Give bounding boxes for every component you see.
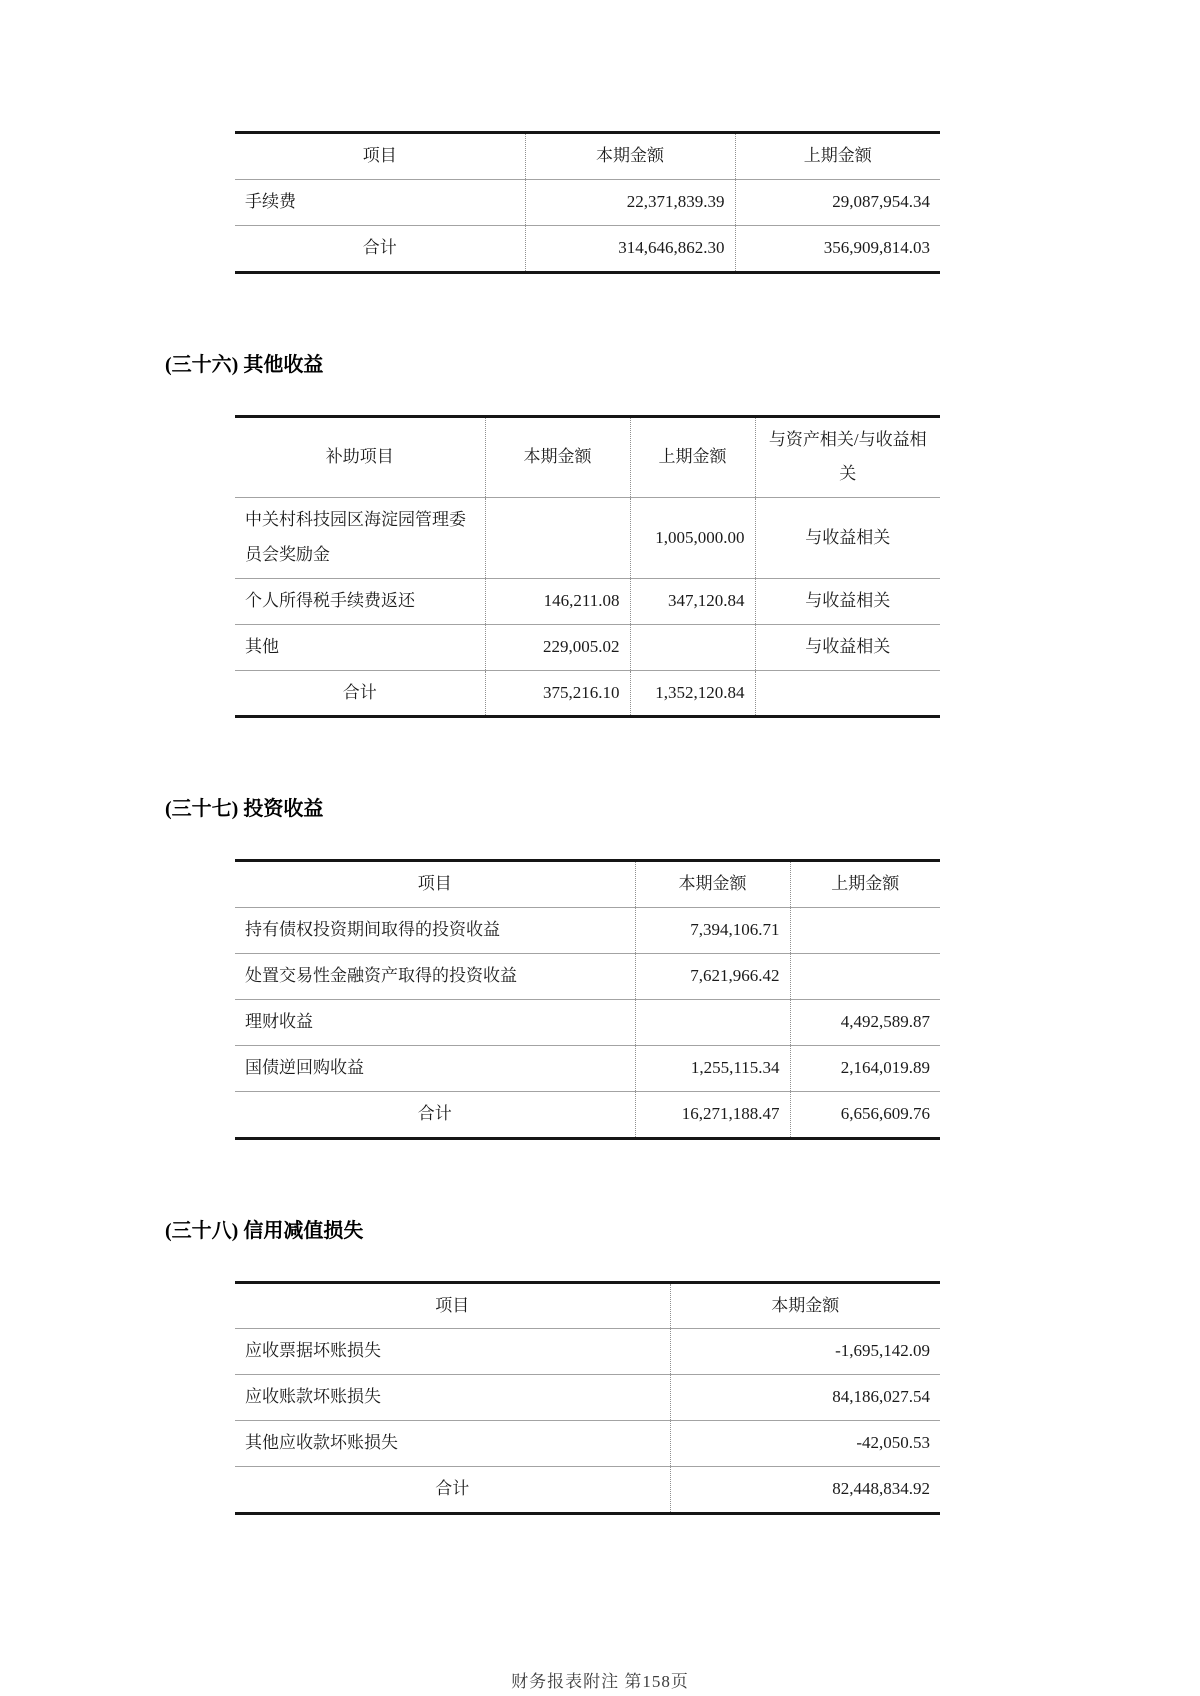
table-row	[235, 954, 940, 1000]
col-header-related: 与资产相关/与收益相关	[755, 416, 940, 498]
col-header-prior: 上期金额	[735, 133, 940, 180]
row-item: 个人所得税手续费返还	[235, 578, 485, 624]
row-prior-amount: 2,164,019.89	[790, 1045, 940, 1091]
table-total-row	[235, 1091, 940, 1138]
row-item: 手续费	[235, 179, 525, 225]
table-row	[235, 1329, 940, 1375]
table-row	[235, 1375, 940, 1421]
table-header-row	[235, 416, 940, 498]
total-label: 合计	[362, 237, 397, 257]
row-current-amount	[485, 498, 630, 579]
total-label: 合计	[435, 1478, 470, 1498]
table-row	[235, 908, 940, 954]
row-prior-amount	[630, 624, 755, 670]
total-label: 合计	[417, 1103, 452, 1123]
row-prior-amount	[790, 954, 940, 1000]
total-related-flag	[755, 670, 940, 717]
total-current-amount: 314,646,862.30	[525, 225, 735, 272]
total-label: 合计	[342, 682, 377, 702]
table-row	[235, 999, 940, 1045]
row-related-flag: 与收益相关	[755, 498, 940, 579]
total-prior-amount: 356,909,814.03	[735, 225, 940, 272]
row-item: 中关村科技园区海淀园管理委员会奖励金	[235, 498, 485, 579]
row-current-amount: 1,255,115.34	[635, 1045, 790, 1091]
row-current-amount: -1,695,142.09	[670, 1329, 940, 1375]
col-header-item: 项目	[235, 861, 635, 908]
row-current-amount: 229,005.02	[485, 624, 630, 670]
col-header-item: 项目	[235, 133, 525, 180]
row-current-amount	[635, 999, 790, 1045]
table-row	[235, 1421, 940, 1467]
total-current-amount: 375,216.10	[485, 670, 630, 717]
col-header-current: 本期金额	[670, 1282, 940, 1329]
table-row	[235, 179, 940, 225]
total-prior-amount: 6,656,609.76	[790, 1091, 940, 1138]
row-current-amount: 7,394,106.71	[635, 908, 790, 954]
investment-income-table	[235, 859, 940, 1139]
other-income-table	[235, 415, 940, 719]
table-row	[235, 578, 940, 624]
table-row	[235, 1045, 940, 1091]
col-header-prior: 上期金额	[630, 416, 755, 498]
table-header-row	[235, 1282, 940, 1329]
row-current-amount: 7,621,966.42	[635, 954, 790, 1000]
row-item: 应收账款坏账损失	[235, 1375, 670, 1421]
table-row	[235, 498, 940, 579]
table-row	[235, 624, 940, 670]
col-header-current: 本期金额	[635, 861, 790, 908]
row-item: 应收票据坏账损失	[235, 1329, 670, 1375]
section-heading-other-income: (三十六) 其他收益	[165, 353, 324, 376]
row-current-amount: 146,211.08	[485, 578, 630, 624]
row-item: 理财收益	[235, 999, 635, 1045]
table-total-row	[235, 1466, 940, 1513]
total-current-amount: 16,271,188.47	[635, 1091, 790, 1138]
table-header-row	[235, 133, 940, 180]
row-current-amount: 84,186,027.54	[670, 1375, 940, 1421]
table-total-row	[235, 225, 940, 272]
row-item: 国债逆回购收益	[235, 1045, 635, 1091]
row-related-flag: 与收益相关	[755, 578, 940, 624]
row-current-amount: -42,050.53	[670, 1421, 940, 1467]
total-current-amount: 82,448,834.92	[670, 1466, 940, 1513]
row-current-amount: 22,371,839.39	[525, 179, 735, 225]
row-related-flag: 与收益相关	[755, 624, 940, 670]
row-prior-amount: 347,120.84	[630, 578, 755, 624]
page-footer: 财务报表附注 第158页	[511, 1671, 689, 1691]
credit-impairment-table	[235, 1281, 940, 1515]
row-item: 持有债权投资期间取得的投资收益	[235, 908, 635, 954]
col-header-item: 项目	[235, 1282, 670, 1329]
row-item: 其他	[235, 624, 485, 670]
table-total-row	[235, 670, 940, 717]
row-prior-amount: 4,492,589.87	[790, 999, 940, 1045]
section-heading-credit-impairment: (三十八) 信用减值损失	[165, 1219, 364, 1242]
row-prior-amount	[790, 908, 940, 954]
row-prior-amount: 29,087,954.34	[735, 179, 940, 225]
col-header-current: 本期金额	[485, 416, 630, 498]
table-header-row	[235, 861, 940, 908]
row-item: 其他应收款坏账损失	[235, 1421, 670, 1467]
fees-table	[235, 131, 940, 274]
row-item: 处置交易性金融资产取得的投资收益	[235, 954, 635, 1000]
col-header-subsidy-item: 补助项目	[235, 416, 485, 498]
row-prior-amount: 1,005,000.00	[630, 498, 755, 579]
section-heading-investment-income: (三十七) 投资收益	[165, 798, 324, 821]
col-header-current: 本期金额	[525, 133, 735, 180]
col-header-prior: 上期金额	[790, 861, 940, 908]
total-prior-amount: 1,352,120.84	[630, 670, 755, 717]
